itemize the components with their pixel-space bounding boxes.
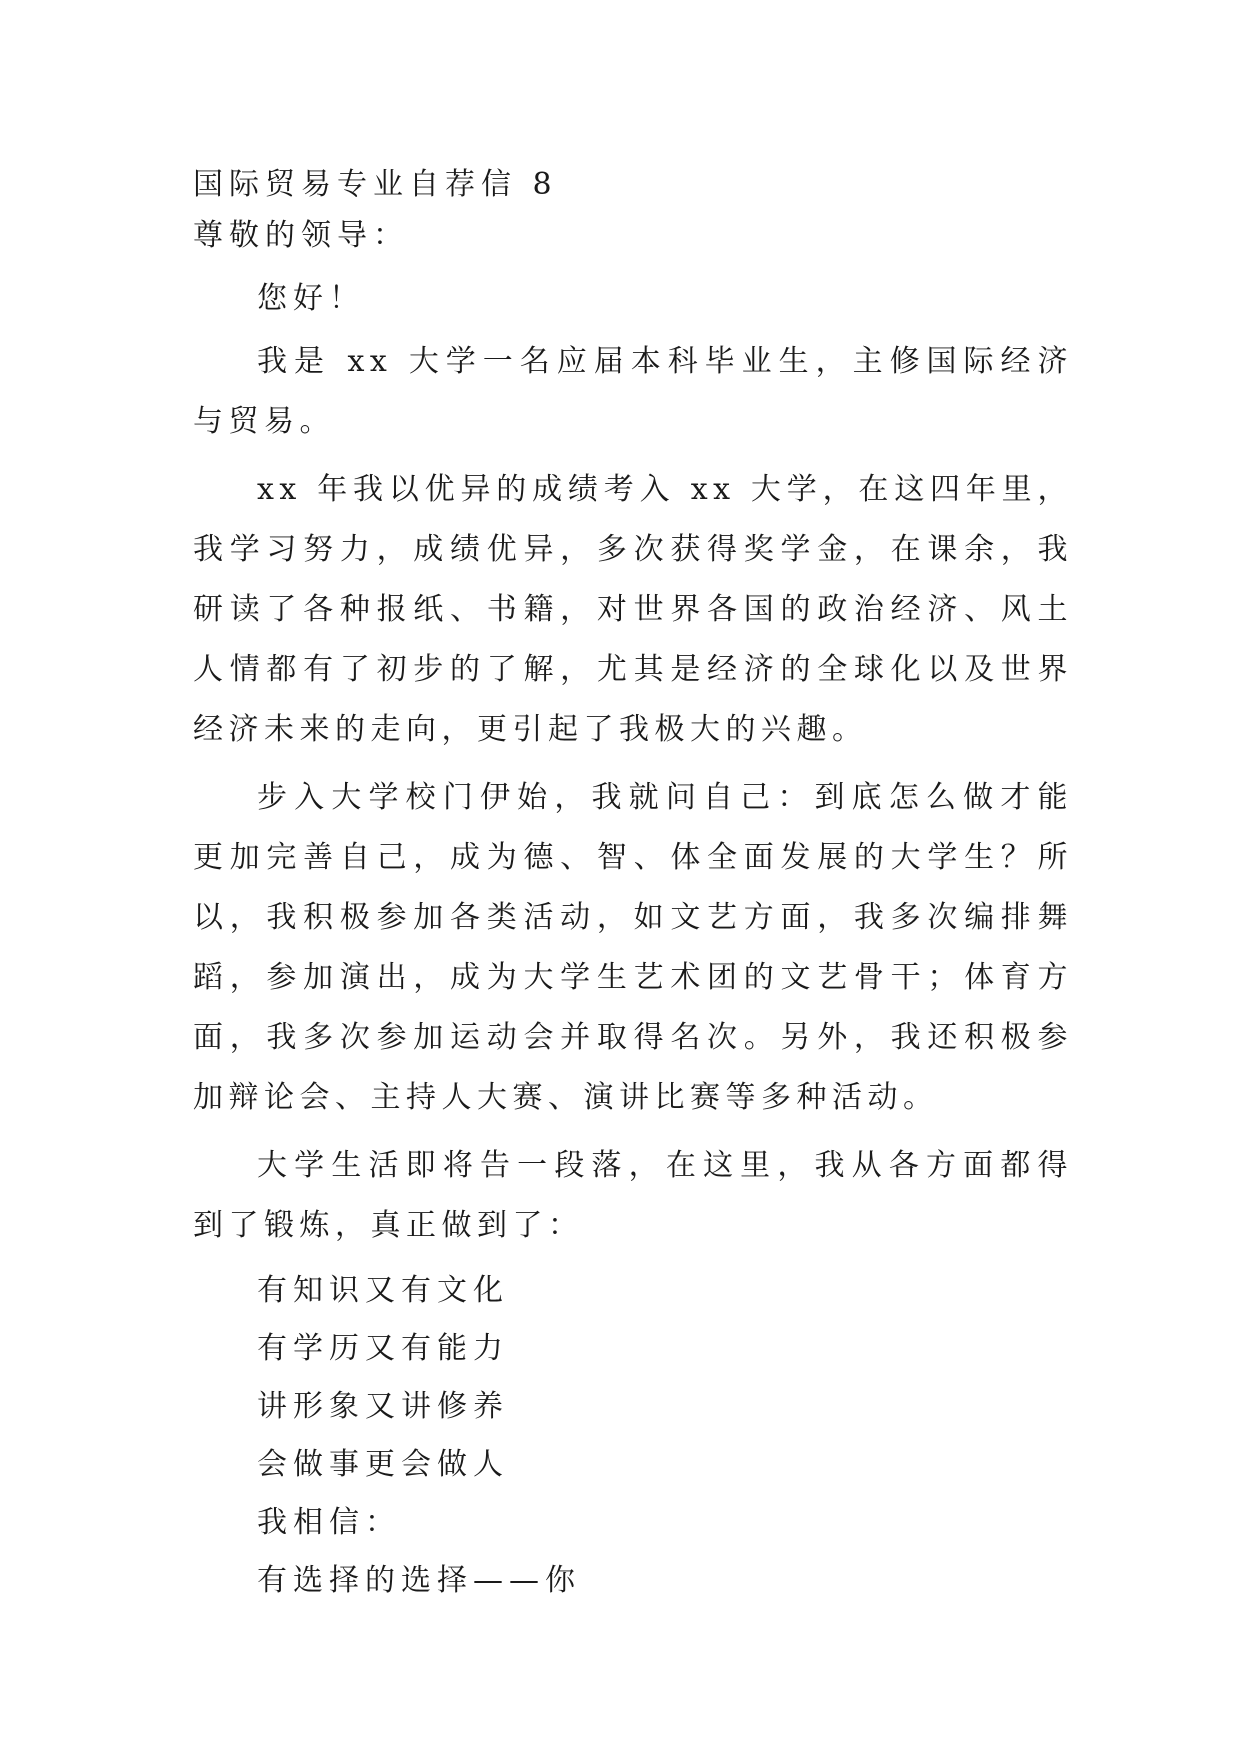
greeting: 您好！: [257, 281, 365, 316]
paragraph-studies: xx 年我以优异的成绩考入 xx 大学，在这四年里，我学习努力，成绩优异，多次获得奖学金，在课余，我研读了各种报纸、书籍，对世界各国的政治经济、风土人情都有了初步的了解，尤其是经济的全球化以及世界经济未来的走向，更引起了我极大的兴趣。: [193, 472, 1073, 747]
closing-lines: [193, 1262, 1073, 1610]
list-item: 有知识又有文化: [257, 1273, 509, 1308]
paragraph-summary: 大学生活即将告一段落，在这里，我从各方面都得到了锻炼，真正做到了：: [193, 1148, 1073, 1243]
list-item: 我相信：: [257, 1505, 401, 1540]
list-item: 讲形象又讲修养: [257, 1389, 509, 1424]
paragraph-intro: 我是 xx 大学一名应届本科毕业生，主修国际经济与贸易。: [193, 344, 1073, 439]
salutation: 尊敬的领导：: [193, 218, 409, 253]
letter-body: [193, 160, 1073, 1610]
document-title: 国际贸易专业自荐信 8: [193, 167, 558, 202]
paragraph-activities: 步入大学校门伊始，我就问自己：到底怎么做才能更加完善自己，成为德、智、体全面发展的大学生？所以，我积极参加各类活动，如文艺方面，我多次编排舞蹈，参加演出，成为大学生艺术团的文艺骨干；体育方面，我多次参加运动会并取得名次。另外，我还积极参加辩论会、主持人大赛、演讲比赛等多种活动。: [193, 780, 1073, 1115]
list-item: 有学历又有能力: [257, 1331, 509, 1366]
list-item: 会做事更会做人: [257, 1447, 509, 1482]
list-item: 有选择的选择——你: [257, 1563, 581, 1598]
